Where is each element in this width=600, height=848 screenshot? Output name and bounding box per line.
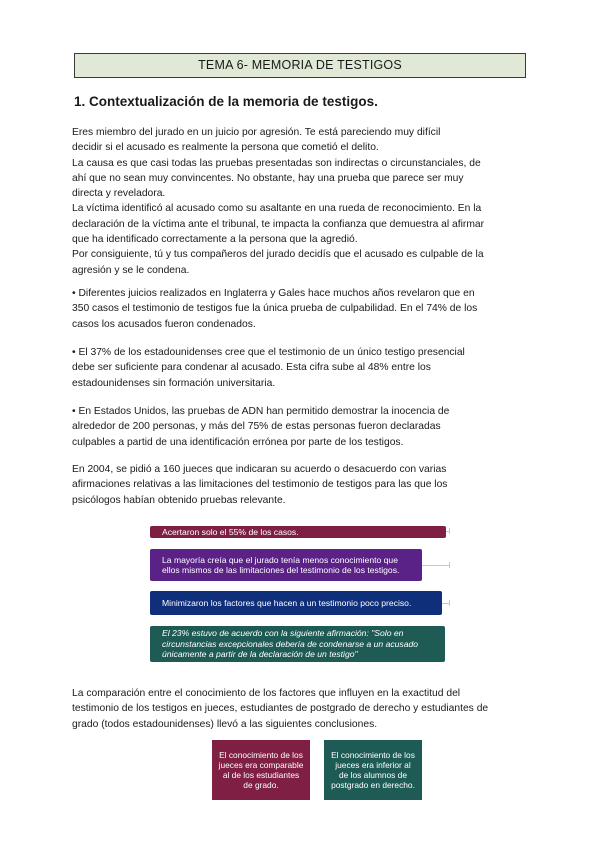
text-line: que ha identificado correctamente a la persona que la agredió. <box>72 234 358 246</box>
text-line: Eres miembro del jurado en un juicio por agresión. Te está pareciendo muy difícil <box>72 127 441 138</box>
text-line: afirmaciones relativas a las limitaciones del testimonio de testigos para las que los <box>72 479 448 491</box>
page-title: TEMA 6- MEMORIA DE TESTIGOS <box>74 53 526 78</box>
section-heading: 1. Contextualización de la memoria de testigos. <box>74 94 378 109</box>
text-line: agresión y se le condena. <box>72 264 190 276</box>
text-line: estadounidenses sin formación universitaria. <box>72 377 276 389</box>
finding-bar-4: El 23% estuvo de acuerdo con la siguiente afirmación: "Solo en circunstancias excepcionales debería de condenarse a un acusado únicamente a partir de la declaración de un testigo" <box>150 626 445 662</box>
divider-tick <box>449 600 450 606</box>
divider-tick <box>449 562 450 568</box>
paragraph-2004 <box>72 462 532 508</box>
text-line: La víctima identificó al acusado como su asaltante en una rueda de reconocimiento. En la <box>72 203 482 215</box>
text-line: culpables a partid de una identificación errónea por parte de los testigos. <box>72 436 404 448</box>
finding-bar-3: Minimizaron los factores que hacen a un testimonio poco preciso. <box>150 591 442 615</box>
text-line: • En Estados Unidos, las pruebas de ADN han permitido demostrar la inocencia de <box>72 406 450 417</box>
finding-bar-1: Acertaron solo el 55% de los casos. <box>150 526 446 538</box>
finding-bar-2: La mayoría creía que el jurado tenía menos conocimiento que ellos mismos de las limitaciones del testimonio de los testigos. <box>150 549 422 581</box>
intro-paragraph <box>72 125 532 278</box>
text-line: • El 37% de los estadounidenses cree que el testimonio de un único testigo presencial <box>72 347 465 358</box>
text-line: ahí que no sean muy convincentes. No obstante, hay una prueba que parece ser muy <box>72 172 464 184</box>
text-line: declaración de la víctima ante el tribunal, te impacta la confianza que demuestra al afirmar <box>72 218 485 230</box>
text-line: 350 casos el testimonio de testigos fue la única prueba de culpabilidad. En el 74% de los <box>72 303 478 315</box>
bullet-england-wales <box>72 286 532 332</box>
text-line: La comparación entre el conocimiento de los factores que influyen en la exactitud del <box>72 688 461 699</box>
bullet-us-opinion <box>72 345 532 391</box>
text-line: • Diferentes juicios realizados en Inglaterra y Gales hace muchos años revelaron que en <box>72 288 475 299</box>
text-line: grado (todos estadounidenses) llevó a las siguientes conclusiones. <box>72 718 378 730</box>
text-line: psicólogos habían obtenido pruebas relevante. <box>72 494 286 506</box>
text-line: testimonio de los testigos en jueces, estudiantes de postgrado de derecho y estudiantes de <box>72 703 489 715</box>
text-line: casos los acusados fueron condenados. <box>72 318 256 330</box>
findings-diagram <box>150 523 450 663</box>
text-line: En 2004, se pidió a 160 jueces que indicaran su acuerdo o desacuerdo con varias <box>72 464 447 475</box>
bullet-dna-evidence <box>72 404 532 450</box>
comparison-paragraph <box>72 686 532 732</box>
divider-tick <box>449 528 450 534</box>
text-line: decidir si el acusado es realmente la persona que cometió el delito. <box>72 142 379 154</box>
text-line: directa y reveladora. <box>72 188 166 200</box>
text-line: alrededor de 200 personas, y más del 75% de estas personas fueron declaradas <box>72 421 441 433</box>
conclusion-box-undergrad: El conocimiento de los jueces era comparable al de los estudiantes de grado. <box>212 740 310 800</box>
text-line: debe ser suficiente para condenar al acusado. Esta cifra sube al 48% entre los <box>72 362 431 374</box>
conclusion-box-postgrad: El conocimiento de los jueces era inferior al de los alumnos de postgrado en derecho. <box>324 740 422 800</box>
text-line: Por consiguiente, tú y tus compañeros del jurado decidís que el acusado es culpable de la <box>72 249 484 261</box>
text-line: La causa es que casi todas las pruebas presentadas son indirectas o circunstanciales, de <box>72 157 481 169</box>
